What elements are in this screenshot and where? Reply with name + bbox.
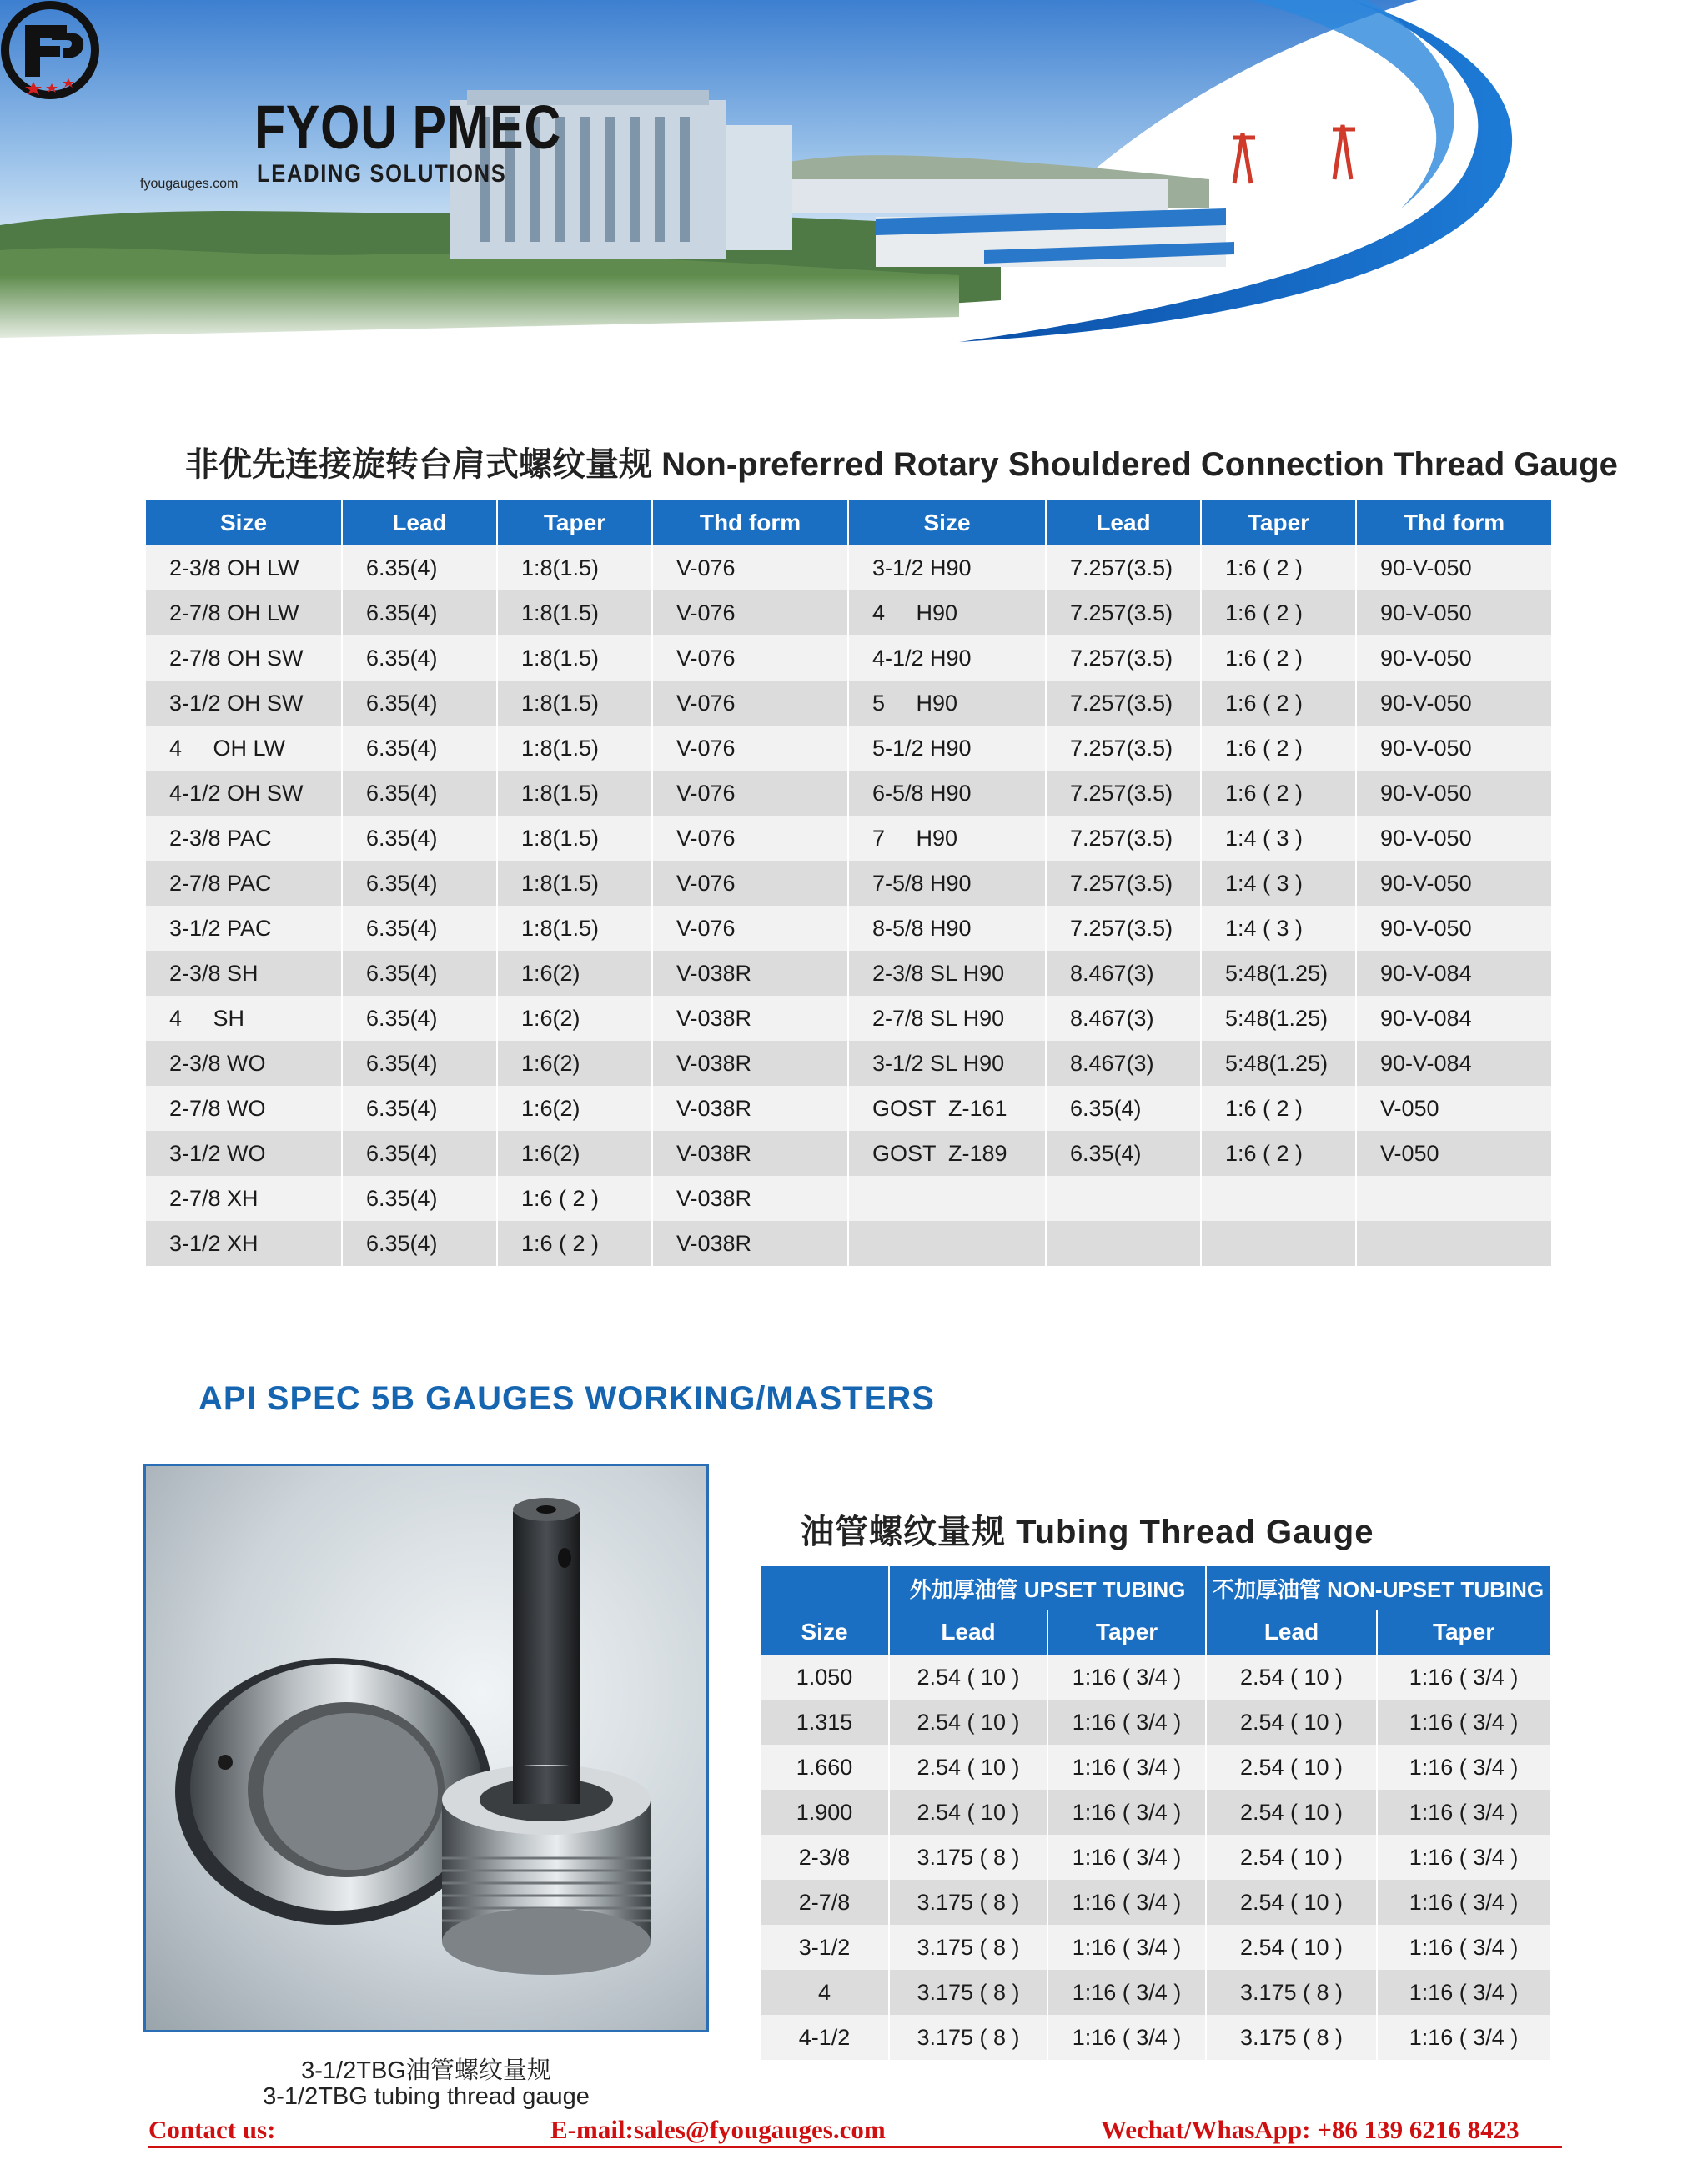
table-cell: 1:16 ( 3/4 ) xyxy=(1047,1700,1206,1745)
table-cell: 2.54 ( 10 ) xyxy=(889,1790,1047,1835)
table-cell xyxy=(848,1176,1046,1221)
table-cell: V-076 xyxy=(652,771,848,816)
table-cell: 4-1/2 xyxy=(761,2015,889,2060)
table-cell: 3.175 ( 8 ) xyxy=(889,1880,1047,1925)
table-cell: V-076 xyxy=(652,590,848,635)
table-cell: 6.35(4) xyxy=(342,771,497,816)
table-cell: 6.35(4) xyxy=(342,996,497,1041)
table-cell: V-038R xyxy=(652,1041,848,1086)
table-header-cell: Lead xyxy=(342,500,497,545)
table-cell: 4 SH xyxy=(146,996,342,1041)
table-cell: 90-V-050 xyxy=(1356,681,1551,726)
table-cell: 2-3/8 OH LW xyxy=(146,545,342,590)
table-cell: 1:16 ( 3/4 ) xyxy=(1377,2015,1550,2060)
table-cell: 1:6 ( 2 ) xyxy=(1201,1131,1356,1176)
table-cell: V-038R xyxy=(652,951,848,996)
table-cell: 2.54 ( 10 ) xyxy=(889,1745,1047,1790)
table-cell: 1:16 ( 3/4 ) xyxy=(1047,1970,1206,2015)
table-cell: V-050 xyxy=(1356,1131,1551,1176)
table-cell: 1:16 ( 3/4 ) xyxy=(1377,1970,1550,2015)
table-cell: 1:8(1.5) xyxy=(497,545,652,590)
table-row xyxy=(761,1655,1550,1700)
table-cell xyxy=(1356,1176,1551,1221)
table-cell: 7 H90 xyxy=(848,816,1046,861)
table-cell: 5:48(1.25) xyxy=(1201,1041,1356,1086)
table-cell: 1:4 ( 3 ) xyxy=(1201,816,1356,861)
table-cell: 2.54 ( 10 ) xyxy=(1206,1655,1377,1700)
table-cell: 90-V-050 xyxy=(1356,861,1551,906)
table-cell: 8-5/8 H90 xyxy=(848,906,1046,951)
table-header-cell: Thd form xyxy=(1356,500,1551,545)
table-cell: V-038R xyxy=(652,1221,848,1266)
table-cell: 1:8(1.5) xyxy=(497,906,652,951)
table-cell: 7.257(3.5) xyxy=(1046,861,1201,906)
table-cell: 1:6(2) xyxy=(497,951,652,996)
table-cell: V-076 xyxy=(652,726,848,771)
table-cell: 90-V-084 xyxy=(1356,951,1551,996)
table-cell: 1:16 ( 3/4 ) xyxy=(1047,1655,1206,1700)
table-cell: 1:16 ( 3/4 ) xyxy=(1377,1835,1550,1880)
table-cell: 7.257(3.5) xyxy=(1046,816,1201,861)
table-row xyxy=(761,1925,1550,1970)
api-spec-title: API SPEC 5B GAUGES WORKING/MASTERS xyxy=(198,1380,935,1417)
table-cell: 8.467(3) xyxy=(1046,996,1201,1041)
table-cell: 90-V-050 xyxy=(1356,816,1551,861)
table-cell: 1.900 xyxy=(761,1790,889,1835)
table-cell: 2-3/8 PAC xyxy=(146,816,342,861)
table-cell: 4 H90 xyxy=(848,590,1046,635)
table-cell: V-076 xyxy=(652,816,848,861)
photo-caption-cn: 3-1/2TBG油管螺纹量规 xyxy=(301,2057,551,2084)
table-header-row xyxy=(761,1610,1550,1655)
table-cell: 1:8(1.5) xyxy=(497,816,652,861)
table-cell: 3-1/2 xyxy=(761,1925,889,1970)
table-cell: 6.35(4) xyxy=(342,1131,497,1176)
table-cell: 7.257(3.5) xyxy=(1046,545,1201,590)
table-cell: 2.54 ( 10 ) xyxy=(1206,1700,1377,1745)
table-row xyxy=(146,1086,1551,1131)
table-cell: 90-V-084 xyxy=(1356,996,1551,1041)
table-row xyxy=(761,1790,1550,1835)
wechat-contact[interactable]: Wechat/WhasApp: +86 139 6216 8423 xyxy=(1101,2115,1520,2144)
table-cell: 1:8(1.5) xyxy=(497,681,652,726)
table-cell: 7.257(3.5) xyxy=(1046,590,1201,635)
table-header-cell: Taper xyxy=(1201,500,1356,545)
table-cell: 6.35(4) xyxy=(342,545,497,590)
table-cell: 5:48(1.25) xyxy=(1201,996,1356,1041)
table-cell: 7.257(3.5) xyxy=(1046,635,1201,681)
table-header-cell: Lead xyxy=(889,1610,1047,1655)
table-cell: 2-7/8 OH LW xyxy=(146,590,342,635)
table-row xyxy=(146,951,1551,996)
table-row xyxy=(146,996,1551,1041)
table-cell: 1:8(1.5) xyxy=(497,771,652,816)
table-cell: V-038R xyxy=(652,1086,848,1131)
table-row xyxy=(146,1176,1551,1221)
brand-tagline: LEADING SOLUTIONS xyxy=(257,160,507,188)
table-header-cell: Lead xyxy=(1046,500,1201,545)
table-cell: 8.467(3) xyxy=(1046,1041,1201,1086)
table-cell: 90-V-050 xyxy=(1356,771,1551,816)
contact-label: Contact us: xyxy=(148,2115,276,2144)
header-banner xyxy=(0,0,1708,350)
table-cell: V-038R xyxy=(652,1176,848,1221)
table-cell: 2-7/8 PAC xyxy=(146,861,342,906)
table-cell xyxy=(1201,1176,1356,1221)
table-cell: 4-1/2 OH SW xyxy=(146,771,342,816)
table-cell: V-076 xyxy=(652,906,848,951)
upset-tubing-header: 外加厚油管 UPSET TUBING xyxy=(889,1566,1206,1610)
table-cell: 90-V-050 xyxy=(1356,590,1551,635)
table-cell: 2-7/8 OH SW xyxy=(146,635,342,681)
table-cell: 2.54 ( 10 ) xyxy=(1206,1880,1377,1925)
tubing-gauge-title: 油管螺纹量规 Tubing Thread Gauge xyxy=(801,1514,1374,1550)
table-cell: 6.35(4) xyxy=(342,1086,497,1131)
tubing-thread-gauge-photo xyxy=(143,1464,709,2032)
table-cell: 1:4 ( 3 ) xyxy=(1201,906,1356,951)
table-cell: 3-1/2 PAC xyxy=(146,906,342,951)
table-cell: 6.35(4) xyxy=(342,1041,497,1086)
table-cell: 6.35(4) xyxy=(342,1221,497,1266)
table-cell: 4 xyxy=(761,1970,889,2015)
table-cell: V-076 xyxy=(652,545,848,590)
table-cell xyxy=(848,1221,1046,1266)
table-cell: 4-1/2 H90 xyxy=(848,635,1046,681)
table-row xyxy=(761,1880,1550,1925)
table-row xyxy=(761,1835,1550,1880)
table-row xyxy=(146,771,1551,816)
table-cell: 2-3/8 SH xyxy=(146,951,342,996)
table-cell: 3.175 ( 8 ) xyxy=(889,2015,1047,2060)
gauge-illustration xyxy=(146,1466,706,2030)
table-cell: 6.35(4) xyxy=(342,1176,497,1221)
table-row xyxy=(146,906,1551,951)
table-row xyxy=(146,635,1551,681)
table-cell: 5 H90 xyxy=(848,681,1046,726)
table-cell: 1:6 ( 2 ) xyxy=(1201,681,1356,726)
table-cell: 6.35(4) xyxy=(342,726,497,771)
table-cell: 3.175 ( 8 ) xyxy=(889,1835,1047,1880)
contact-footer xyxy=(148,2115,1562,2148)
table-cell: 1:4 ( 3 ) xyxy=(1201,861,1356,906)
table-cell: 3-1/2 SL H90 xyxy=(848,1041,1046,1086)
table-cell: 2.54 ( 10 ) xyxy=(1206,1835,1377,1880)
table-header-cell: Size xyxy=(761,1610,889,1655)
table-cell: 1:16 ( 3/4 ) xyxy=(1377,1745,1550,1790)
table-cell: 2.54 ( 10 ) xyxy=(889,1700,1047,1745)
table-cell: 7.257(3.5) xyxy=(1046,906,1201,951)
table-cell: 5:48(1.25) xyxy=(1201,951,1356,996)
photo-caption-en: 3-1/2TBG tubing thread gauge xyxy=(263,2083,590,2110)
table-header-cell xyxy=(761,1566,889,1610)
brand-website: fyougauges.com xyxy=(140,177,239,191)
table-cell: 7.257(3.5) xyxy=(1046,726,1201,771)
table-cell: 2-3/8 SL H90 xyxy=(848,951,1046,996)
table-row xyxy=(146,1131,1551,1176)
table-cell: 2-3/8 WO xyxy=(146,1041,342,1086)
table-cell xyxy=(1356,1221,1551,1266)
table-cell: 1:6 ( 2 ) xyxy=(497,1221,652,1266)
table-cell: 1:16 ( 3/4 ) xyxy=(1047,2015,1206,2060)
table-cell: 6.35(4) xyxy=(342,906,497,951)
fp-logo-icon xyxy=(0,0,100,100)
table-cell: 3.175 ( 8 ) xyxy=(889,1925,1047,1970)
table-header-cell: Taper xyxy=(497,500,652,545)
table-cell: 6.35(4) xyxy=(342,861,497,906)
table-row xyxy=(761,1745,1550,1790)
table-cell: 6.35(4) xyxy=(1046,1131,1201,1176)
table-cell: V-076 xyxy=(652,635,848,681)
table-cell: 90-V-050 xyxy=(1356,635,1551,681)
table-cell xyxy=(1046,1176,1201,1221)
table-cell: 1:16 ( 3/4 ) xyxy=(1377,1655,1550,1700)
table-cell: 1:6 ( 2 ) xyxy=(1201,590,1356,635)
table-cell: 3-1/2 OH SW xyxy=(146,681,342,726)
table-cell: 5-1/2 H90 xyxy=(848,726,1046,771)
table-cell: 1.660 xyxy=(761,1745,889,1790)
table-cell: 4 OH LW xyxy=(146,726,342,771)
table-cell: 3.175 ( 8 ) xyxy=(1206,2015,1377,2060)
table-cell: V-076 xyxy=(652,861,848,906)
table-cell: 1:8(1.5) xyxy=(497,635,652,681)
table-cell: 2.54 ( 10 ) xyxy=(1206,1925,1377,1970)
table-cell: 90-V-050 xyxy=(1356,545,1551,590)
non-upset-tubing-header: 不加厚油管 NON-UPSET TUBING xyxy=(1206,1566,1550,1610)
table-cell: V-050 xyxy=(1356,1086,1551,1131)
table-cell: 3.175 ( 8 ) xyxy=(1206,1970,1377,2015)
table-cell: 1:6(2) xyxy=(497,1131,652,1176)
brand-name: FYOU PMEC xyxy=(254,93,562,162)
table-header-cell: Taper xyxy=(1047,1610,1206,1655)
table-header-cell: Lead xyxy=(1206,1610,1377,1655)
table-row xyxy=(146,861,1551,906)
table-cell: 1.050 xyxy=(761,1655,889,1700)
table-group-header-row xyxy=(761,1566,1550,1610)
table-cell: 1:8(1.5) xyxy=(497,590,652,635)
table-cell: 8.467(3) xyxy=(1046,951,1201,996)
table-body xyxy=(761,1655,1550,2060)
rotary-shouldered-title: 非优先连接旋转台肩式螺纹量规 Non-preferred Rotary Shouldered Connection Thread Gauge xyxy=(185,446,1618,483)
table-cell: V-038R xyxy=(652,1131,848,1176)
table-cell: V-076 xyxy=(652,681,848,726)
table-cell: V-038R xyxy=(652,996,848,1041)
table-cell: 1:8(1.5) xyxy=(497,726,652,771)
table-cell: 7.257(3.5) xyxy=(1046,681,1201,726)
table-row xyxy=(146,1221,1551,1266)
table-row xyxy=(146,1041,1551,1086)
table-cell: 6.35(4) xyxy=(342,681,497,726)
email-link[interactable]: E-mail:sales@fyougauges.com xyxy=(550,2115,886,2144)
table-cell: 1:6 ( 2 ) xyxy=(497,1176,652,1221)
table-cell: 3.175 ( 8 ) xyxy=(889,1970,1047,2015)
table-cell: 1.315 xyxy=(761,1700,889,1745)
table-row xyxy=(761,1970,1550,2015)
table-body xyxy=(146,545,1551,1266)
table-cell: 1:6 ( 2 ) xyxy=(1201,1086,1356,1131)
table-header-cell: Size xyxy=(146,500,342,545)
table-cell: 1:16 ( 3/4 ) xyxy=(1377,1790,1550,1835)
tubing-gauge-table xyxy=(761,1566,1550,2060)
table-header-cell: Size xyxy=(848,500,1046,545)
table-cell: 2.54 ( 10 ) xyxy=(1206,1745,1377,1790)
table-header-row xyxy=(146,500,1551,545)
table-cell: 1:16 ( 3/4 ) xyxy=(1047,1745,1206,1790)
table-cell: 3-1/2 XH xyxy=(146,1221,342,1266)
table-row xyxy=(146,726,1551,771)
table-cell: 6.35(4) xyxy=(1046,1086,1201,1131)
table-cell: 7.257(3.5) xyxy=(1046,771,1201,816)
table-cell: 2-7/8 SL H90 xyxy=(848,996,1046,1041)
table-cell: 1:16 ( 3/4 ) xyxy=(1047,1925,1206,1970)
table-cell: 6.35(4) xyxy=(342,590,497,635)
table-cell: 90-V-084 xyxy=(1356,1041,1551,1086)
table-cell: 6.35(4) xyxy=(342,816,497,861)
table-cell: 1:6 ( 2 ) xyxy=(1201,726,1356,771)
table-cell: 1:6(2) xyxy=(497,1086,652,1131)
table-cell xyxy=(1046,1221,1201,1266)
table-cell: 2.54 ( 10 ) xyxy=(1206,1790,1377,1835)
table-header-cell: Taper xyxy=(1377,1610,1550,1655)
table-row xyxy=(761,1700,1550,1745)
table-cell: 2-7/8 xyxy=(761,1880,889,1925)
table-cell: 7-5/8 H90 xyxy=(848,861,1046,906)
table-cell: 1:6(2) xyxy=(497,1041,652,1086)
rotary-shouldered-table xyxy=(146,500,1551,1266)
table-cell: 2.54 ( 10 ) xyxy=(889,1655,1047,1700)
table-row xyxy=(146,681,1551,726)
table-row xyxy=(146,590,1551,635)
table-cell: 1:16 ( 3/4 ) xyxy=(1047,1835,1206,1880)
table-cell: 1:6 ( 2 ) xyxy=(1201,771,1356,816)
table-header-cell: Thd form xyxy=(652,500,848,545)
table-cell: 1:16 ( 3/4 ) xyxy=(1377,1700,1550,1745)
table-cell: 1:16 ( 3/4 ) xyxy=(1047,1880,1206,1925)
table-cell: 1:8(1.5) xyxy=(497,861,652,906)
table-cell: 1:6 ( 2 ) xyxy=(1201,545,1356,590)
table-row xyxy=(761,2015,1550,2060)
table-cell: 1:6(2) xyxy=(497,996,652,1041)
table-cell: 6.35(4) xyxy=(342,635,497,681)
table-cell: 1:6 ( 2 ) xyxy=(1201,635,1356,681)
table-cell: 6.35(4) xyxy=(342,951,497,996)
table-cell: 6-5/8 H90 xyxy=(848,771,1046,816)
table-row xyxy=(146,816,1551,861)
table-cell: 2-7/8 XH xyxy=(146,1176,342,1221)
table-cell: GOST Z-161 xyxy=(848,1086,1046,1131)
table-cell: 3-1/2 H90 xyxy=(848,545,1046,590)
table-cell: 3-1/2 WO xyxy=(146,1131,342,1176)
table-row xyxy=(146,545,1551,590)
table-cell: 1:16 ( 3/4 ) xyxy=(1377,1925,1550,1970)
table-cell: 1:16 ( 3/4 ) xyxy=(1047,1790,1206,1835)
table-cell: 90-V-050 xyxy=(1356,906,1551,951)
table-cell: 90-V-050 xyxy=(1356,726,1551,771)
table-cell xyxy=(1201,1221,1356,1266)
table-cell: 2-3/8 xyxy=(761,1835,889,1880)
table-cell: 1:16 ( 3/4 ) xyxy=(1377,1880,1550,1925)
table-cell: GOST Z-189 xyxy=(848,1131,1046,1176)
table-cell: 2-7/8 WO xyxy=(146,1086,342,1131)
